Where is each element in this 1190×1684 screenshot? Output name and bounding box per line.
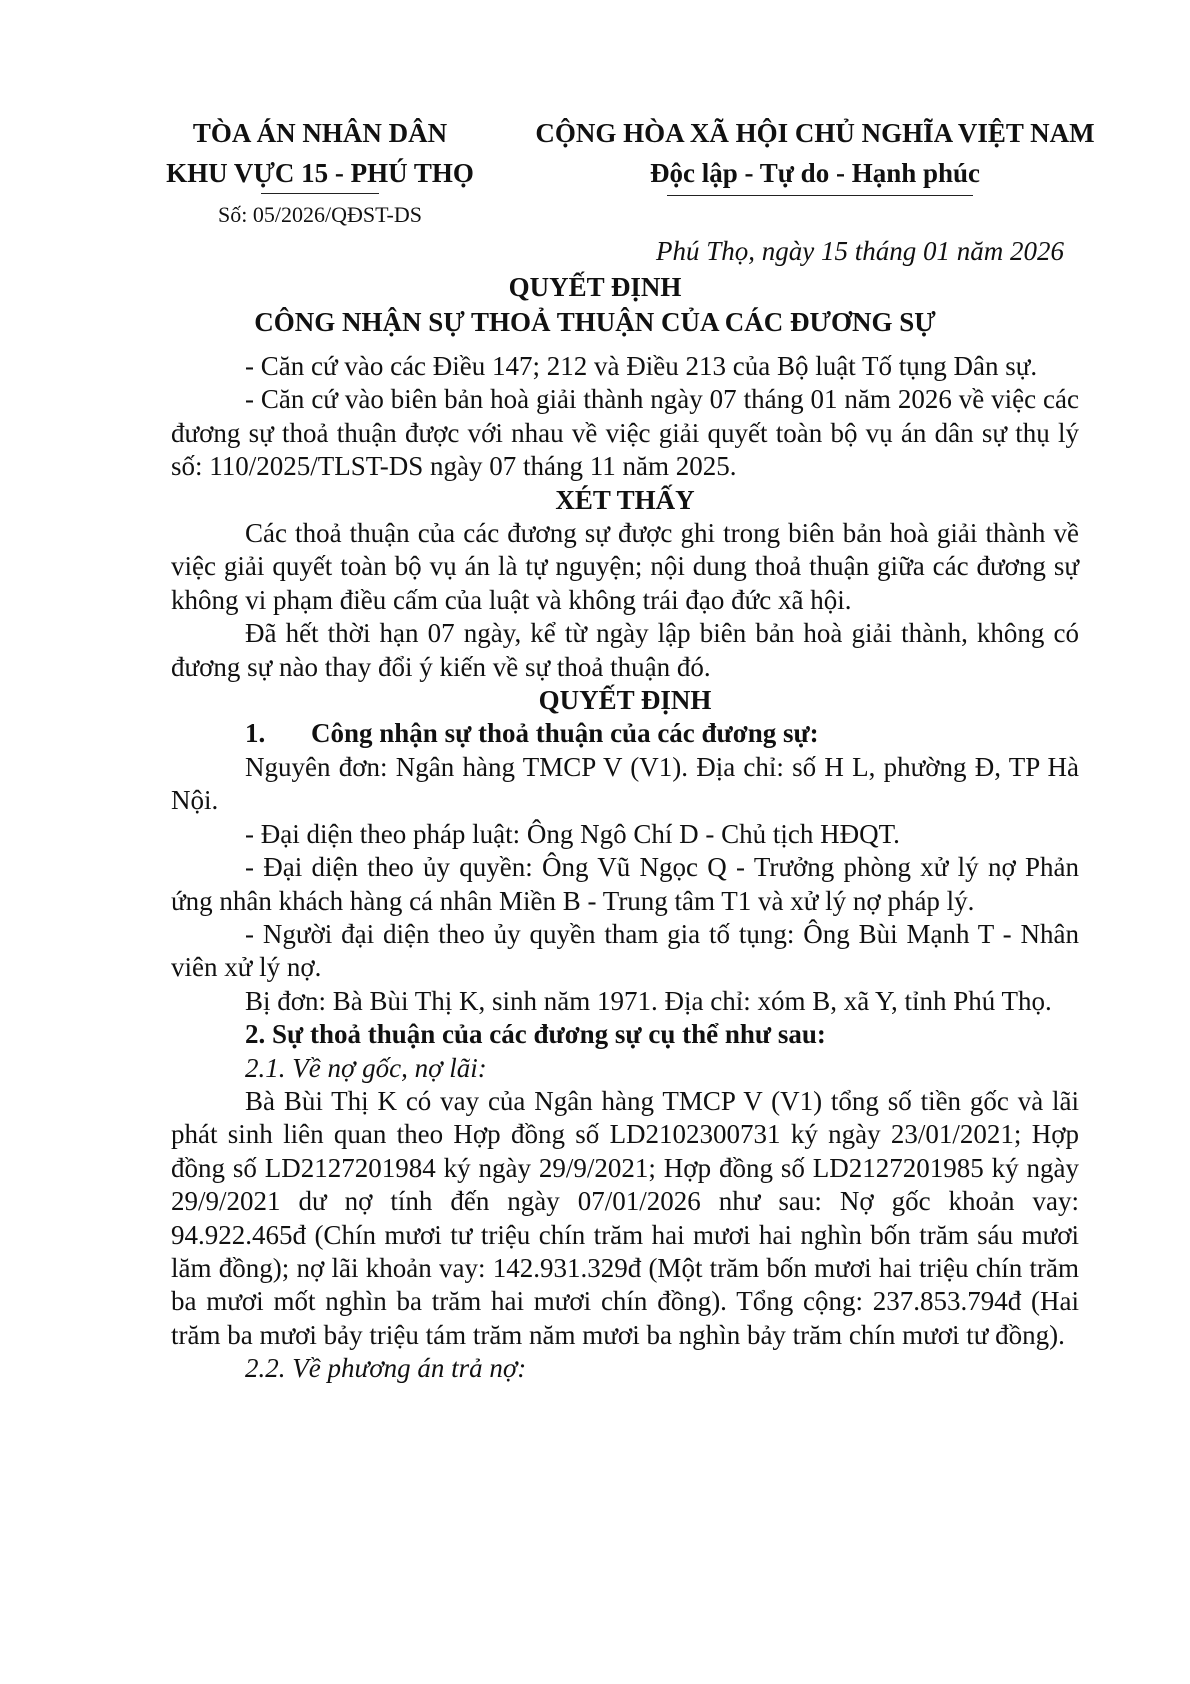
decision-heading: QUYẾT ĐỊNH xyxy=(538,685,712,716)
authorized-rep-paragraph: - Đại diện theo ủy quyền: Ông Vũ Ngọc Q - Trưởng phòng xử lý nợ Phản ứng nhân khách hàng cá nhân Miền B - Trung tâm T1 và xử lý nợ pháp lý. xyxy=(171,852,1079,916)
findings-paragraph: Đã hết thời hạn 07 ngày, kể từ ngày lập biên bản hoà giải thành, không có đương sự nào thay đổi ý kiến về sự thoả thuận đó. xyxy=(171,618,1079,682)
defendant-paragraph: Bị đơn: Bà Bùi Thị K, sinh năm 1971. Địa chỉ: xóm B, xã Y, tỉnh Phú Thọ. xyxy=(245,985,1052,1016)
ground-paragraph: - Căn cứ vào biên bản hoà giải thành ngày 07 tháng 01 năm 2026 về việc các đương sự thoả thuận được với nhau về việc giải quyết toàn bộ vụ án dân sự thụ lý số: 110/2025/TLST-DS ngày 07 tháng 11 năm 2025. xyxy=(171,384,1079,482)
national-motto: Độc lập - Tự do - Hạnh phúc xyxy=(649,158,981,188)
section-2-1-text: Bà Bùi Thị K có vay của Ngân hàng TMCP V (V1) tổng số tiền gốc và lãi phát sinh liên quan theo Hợp đồng số LD2102300731 ký ngày 23/01/2021; Hợp đồng số LD2127201984 ký ngày 29/9/2021; Hợp đồng số LD2127201985 ký ngày 29/9/2021 dư nợ tính đến ngày 07/01/2026 như sau: Nợ gốc khoản vay: 94.922.465đ (Chín mươi tư triệu chín trăm hai mươi hai nghìn bốn trăm sáu mươi lăm đồng); nợ lãi khoản vay: 142.931.329đ (Một trăm bốn mươi hai triệu chín trăm ba mươi mốt nghìn ba trăm hai mươi chín đồng). Tổng cộng: 237.853.794đ (Hai trăm ba mươi bảy triệu tám trăm năm mươi ba nghìn bảy trăm chín mươi tư đồng). xyxy=(171,1085,1079,1350)
section-1-number: 1. xyxy=(245,718,266,749)
section-2-1-title: 2.1. Về nợ gốc, nợ lãi: xyxy=(245,1052,487,1083)
court-header xyxy=(150,113,490,230)
section-2-title: 2. Sự thoả thuận của các đương sự cụ thể như sau: xyxy=(245,1019,826,1050)
national-header xyxy=(520,113,1110,196)
national-title: CỘNG HÒA XÃ HỘI CHỦ NGHĨA VIỆT NAM xyxy=(535,118,1095,148)
plaintiff-paragraph: Nguyên đơn: Ngân hàng TMCP V (V1). Địa chỉ: số H L, phường Đ, TP Hà Nội. xyxy=(171,751,1079,816)
motto-underline xyxy=(667,195,973,196)
section-2-2-title: 2.2. Về phương án trả nợ: xyxy=(245,1353,527,1384)
document-title: QUYẾT ĐỊNH xyxy=(508,272,682,302)
court-underline xyxy=(261,193,379,194)
document-number: Số: 05/2026/QĐST-DS xyxy=(218,202,422,227)
section-1-heading xyxy=(171,717,1079,750)
court-name: TÒA ÁN NHÂN DÂN xyxy=(192,118,448,148)
findings-paragraph: Các thoả thuận của các đương sự được ghi trong biên bản hoà giải thành về việc giải quyết toàn bộ vụ án là tự nguyện; nội dung thoả thuận giữa các đương sự không vi phạm điều cấm của luật và không trái đạo đức xã hội. xyxy=(171,518,1079,615)
ground-paragraph: - Căn cứ vào các Điều 147; 212 và Điều 213 của Bộ luật Tố tụng Dân sự. xyxy=(245,351,1038,381)
legal-rep-paragraph: - Đại diện theo pháp luật: Ông Ngô Chí D - Chủ tịch HĐQT. xyxy=(245,818,900,849)
issue-date: Phú Thọ, ngày 15 tháng 01 năm 2026 xyxy=(656,236,1064,266)
document-subtitle: CÔNG NHẬN SỰ THOẢ THUẬN CỦA CÁC ĐƯƠNG SỰ xyxy=(254,307,936,337)
court-region: KHU VỰC 15 - PHÚ THỌ xyxy=(166,158,474,188)
document-body xyxy=(171,350,1079,1386)
litigation-rep-paragraph: - Người đại diện theo ủy quyền tham gia tố tụng: Ông Bùi Mạnh T - Nhân viên xử lý nợ. xyxy=(171,918,1079,983)
section-1-title: Công nhận sự thoả thuận của các đương sự: xyxy=(311,718,819,749)
findings-heading: XÉT THẤY xyxy=(555,484,695,515)
